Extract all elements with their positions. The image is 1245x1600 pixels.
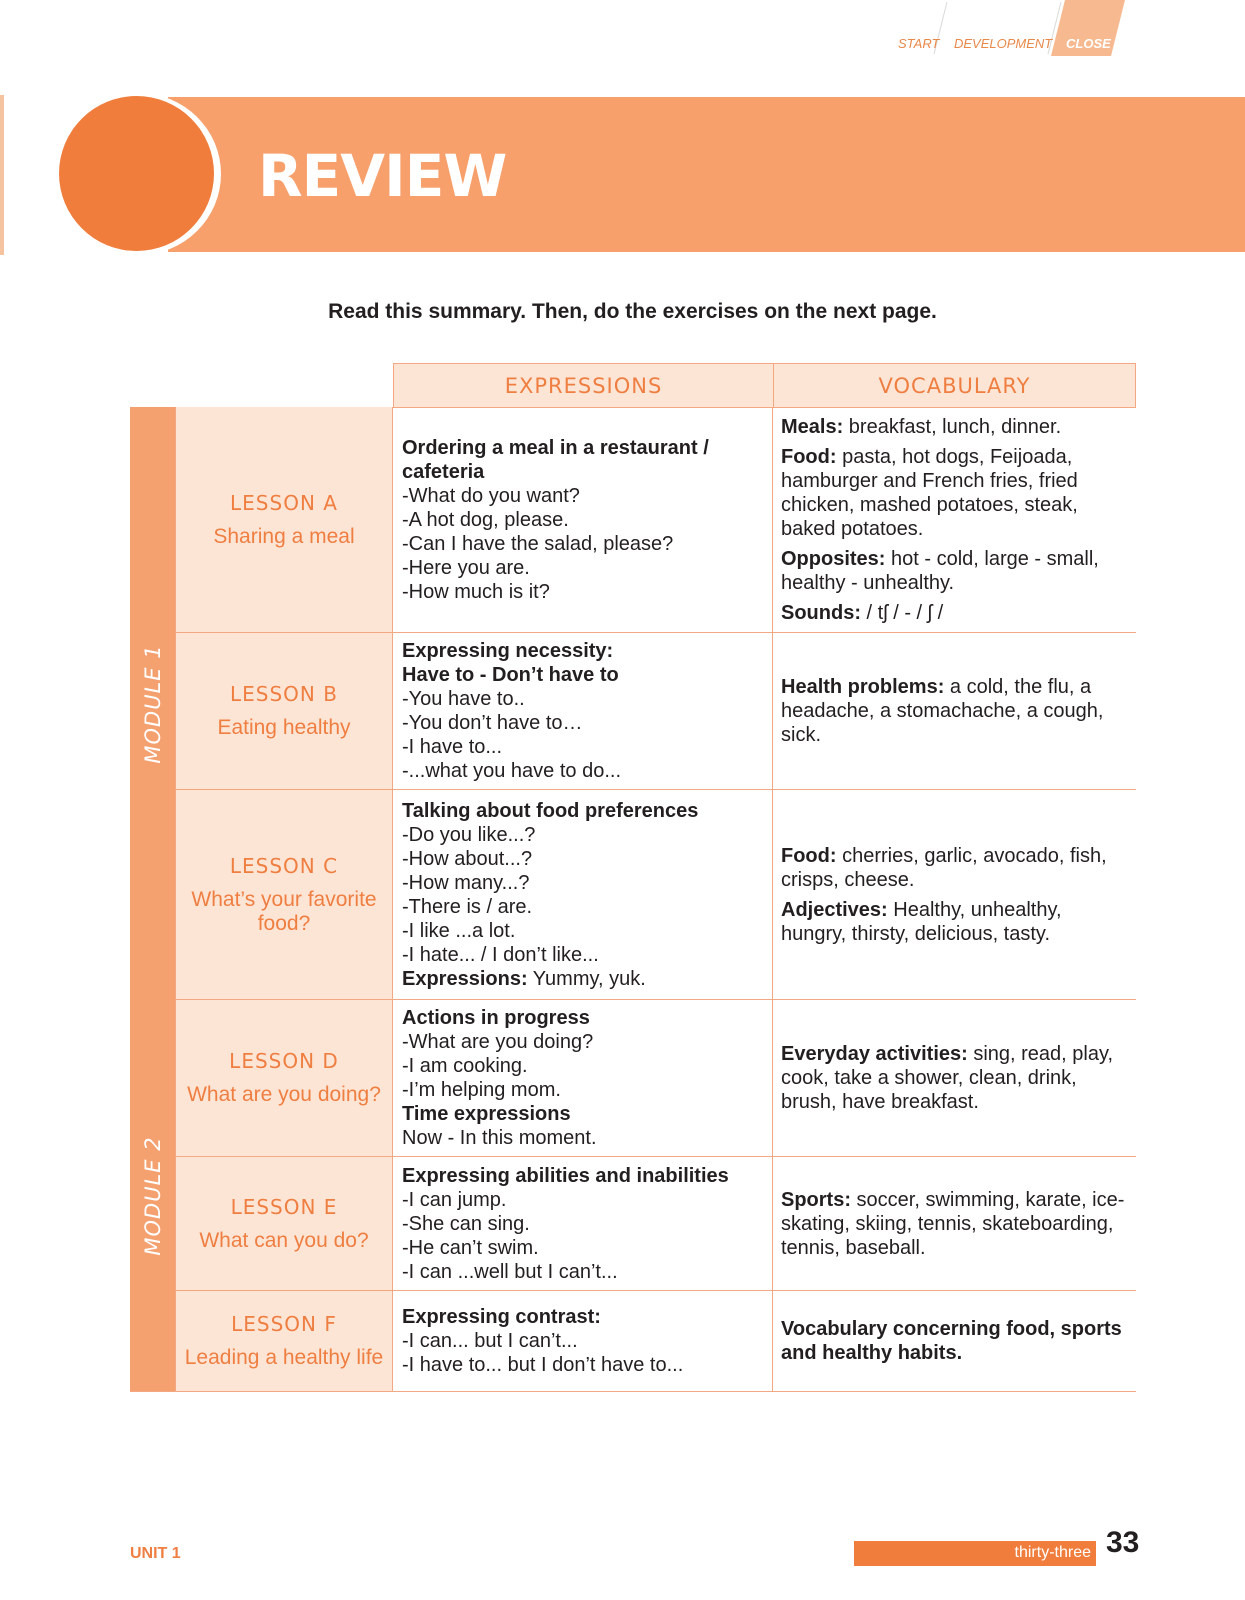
vocabulary-entry [781, 547, 1130, 595]
expression-line: Expressing contrast: [402, 1306, 601, 1328]
expression-line: Talking about food preferences [402, 799, 699, 822]
expression-line: -You don’t have to… [402, 712, 583, 734]
page-title: REVIEW [258, 142, 507, 210]
expressions-cell [393, 1157, 773, 1290]
vocabulary-label: Sports: [781, 1188, 851, 1211]
lesson-cell [176, 407, 393, 632]
expression-line: -I have to... but I don’t have to... [402, 1354, 684, 1376]
lesson-name: LESSON C [229, 853, 339, 878]
vocabulary-cell [773, 1000, 1136, 1156]
lesson-title: Eating healthy [217, 716, 351, 739]
vocabulary-entry [781, 1188, 1130, 1260]
expression-line: -You have to.. [402, 688, 525, 710]
lesson-title: Sharing a meal [213, 524, 355, 548]
vocabulary-text: sing, read, play, cook, take a shower, clean, drink, brush, have breakfast. [781, 1043, 1114, 1113]
page-number: 33 [1106, 1526, 1140, 1559]
expression-line: -He can’t swim. [402, 1236, 539, 1259]
lesson-name: LESSON B [230, 682, 338, 706]
table-row [176, 633, 1136, 790]
expression-line: -Here you are. [402, 556, 530, 579]
expression-line: -I can jump. [402, 1188, 507, 1211]
vocabulary-entry [781, 415, 1130, 439]
lesson-name: LESSON A [230, 490, 338, 515]
vocabulary-text: breakfast, lunch, dinner. [843, 415, 1062, 438]
lesson-title: What are you doing? [187, 1083, 381, 1106]
expression-line: -I am cooking. [402, 1055, 528, 1077]
vocabulary-entry [781, 844, 1130, 892]
expression-line: Have to - Don’t have to [402, 664, 619, 686]
expression-line: Expressing necessity: [402, 640, 614, 662]
expression-line: -A hot dog, please. [402, 508, 569, 531]
expression-line: -Can I have the salad, please? [402, 532, 674, 555]
instruction-text: Read this summary. Then, do the exercises on the next page. [328, 300, 937, 323]
vocabulary-label: Food: [781, 445, 837, 468]
vocabulary-text: cherries, garlic, avocado, fish, crisps, cheese. [781, 844, 1107, 891]
vocabulary-cell [773, 790, 1136, 999]
lesson-name: LESSON F [231, 1312, 337, 1336]
expression-line: -She can sing. [402, 1212, 530, 1235]
table-row [176, 1000, 1136, 1157]
expressions-cell [393, 1000, 773, 1156]
expressions-cell [393, 407, 773, 632]
table-bottom-border [130, 1391, 1136, 1392]
section-nav [894, 36, 1134, 56]
table-row [176, 407, 1136, 633]
vocabulary-label: Vocabulary concerning food, sports and healthy habits. [781, 1318, 1122, 1364]
lesson-cell [176, 1291, 393, 1391]
vocabulary-entry [781, 601, 1130, 625]
lesson-name: LESSON E [230, 1194, 338, 1219]
page-number-words: thirty-three [1014, 1544, 1091, 1561]
vocabulary-text: pasta, hot dogs, Feijoada, hamburger and French fries, fried chicken, mashed potatoes, steak, baked potatoes. [781, 445, 1078, 540]
lesson-cell [176, 1157, 393, 1290]
vocabulary-cell [773, 1291, 1136, 1391]
vocabulary-label: Meals: [781, 415, 844, 438]
nav-close: CLOSE [1066, 36, 1111, 51]
expression-line [402, 967, 772, 991]
module-2-text: MODULE 2 [140, 1136, 165, 1256]
expression-line: -I can... but I can’t... [402, 1330, 578, 1352]
expression-line: -How about...? [402, 847, 533, 870]
expression-line: -I can ...well but I can’t... [402, 1260, 618, 1283]
expressions-cell [393, 790, 773, 999]
vocabulary-text: / tʃ / - / ʃ / [861, 601, 944, 624]
expression-text: Yummy, yuk. [527, 967, 646, 990]
expression-line: Time expressions [402, 1103, 571, 1125]
expression-line: Actions in progress [402, 1007, 590, 1029]
expression-line: Ordering a meal in a restaurant / cafeteria [402, 436, 709, 483]
nav-development: DEVELOPMENT [954, 36, 1053, 51]
module-2-label [130, 1000, 176, 1392]
vocabulary-label: Health problems: [781, 676, 945, 698]
vocabulary-entry [781, 675, 1130, 747]
vocabulary-text: soccer, swimming, karate, ice-skating, skiing, tennis, skateboarding, tennis, baseball. [781, 1188, 1125, 1259]
vocabulary-label: Adjectives: [781, 898, 888, 921]
vocabulary-entry [781, 445, 1130, 541]
table-row [176, 790, 1136, 1000]
expression-line: -There is / are. [402, 895, 533, 918]
table-row [176, 1157, 1136, 1291]
nav-start: START [898, 36, 940, 51]
vocabulary-cell [773, 407, 1136, 632]
vocabulary-label: Opposites: [781, 547, 886, 570]
expression-line: -How much is it? [402, 580, 550, 603]
vocabulary-header: VOCABULARY [773, 363, 1136, 408]
expression-line: -Do you like...? [402, 823, 536, 846]
vocabulary-label: Sounds: [781, 601, 861, 624]
expression-line: -I hate... / I don’t like... [402, 943, 599, 966]
vocabulary-text: a cold, the flu, a headache, a stomachache, a cough, sick. [781, 676, 1104, 746]
vocabulary-text: Healthy, unhealthy, hungry, thirsty, delicious, tasty. [781, 898, 1062, 945]
vocabulary-text: hot - cold, large - small, healthy - unhealthy. [781, 547, 1099, 594]
expression-line: -I have to... [402, 736, 503, 758]
expression-line: -What do you want? [402, 484, 580, 507]
lesson-cell [176, 633, 393, 789]
expression-line: -I’m helping mom. [402, 1079, 561, 1101]
lesson-cell [176, 1000, 393, 1156]
expression-line: -...what you have to do... [402, 760, 622, 782]
vocabulary-cell [773, 633, 1136, 789]
unit-label: UNIT 1 [130, 1545, 181, 1562]
table-row [176, 1291, 1136, 1392]
expression-line: Expressing abilities and inabilities [402, 1164, 729, 1187]
page-edge-rule [0, 95, 4, 255]
vocabulary-label: Food: [781, 844, 837, 867]
expression-line: -What are you doing? [402, 1031, 594, 1053]
vocabulary-cell [773, 1157, 1136, 1290]
module-1-label [130, 407, 176, 1000]
expressions-cell [393, 1291, 773, 1391]
expressions-header: EXPRESSIONS [393, 363, 774, 408]
expression-line: Now - In this moment. [402, 1127, 597, 1149]
lesson-title: What can you do? [199, 1228, 369, 1252]
expression-line: -How many...? [402, 871, 530, 894]
lesson-cell [176, 790, 393, 999]
vocabulary-entry [781, 898, 1130, 946]
vocabulary-entry [781, 1042, 1130, 1114]
expression-label: Expressions: [402, 967, 528, 990]
vocabulary-entry [781, 1317, 1130, 1365]
expression-line: -I like ...a lot. [402, 919, 516, 942]
vocabulary-label: Everyday activities: [781, 1043, 968, 1065]
lesson-title: What’s your favorite food? [191, 887, 377, 935]
banner-circle [59, 96, 214, 251]
lesson-title: Leading a healthy life [184, 1346, 384, 1369]
lesson-name: LESSON D [229, 1049, 339, 1073]
expressions-cell [393, 633, 773, 789]
module-1-text: MODULE 1 [140, 643, 165, 764]
